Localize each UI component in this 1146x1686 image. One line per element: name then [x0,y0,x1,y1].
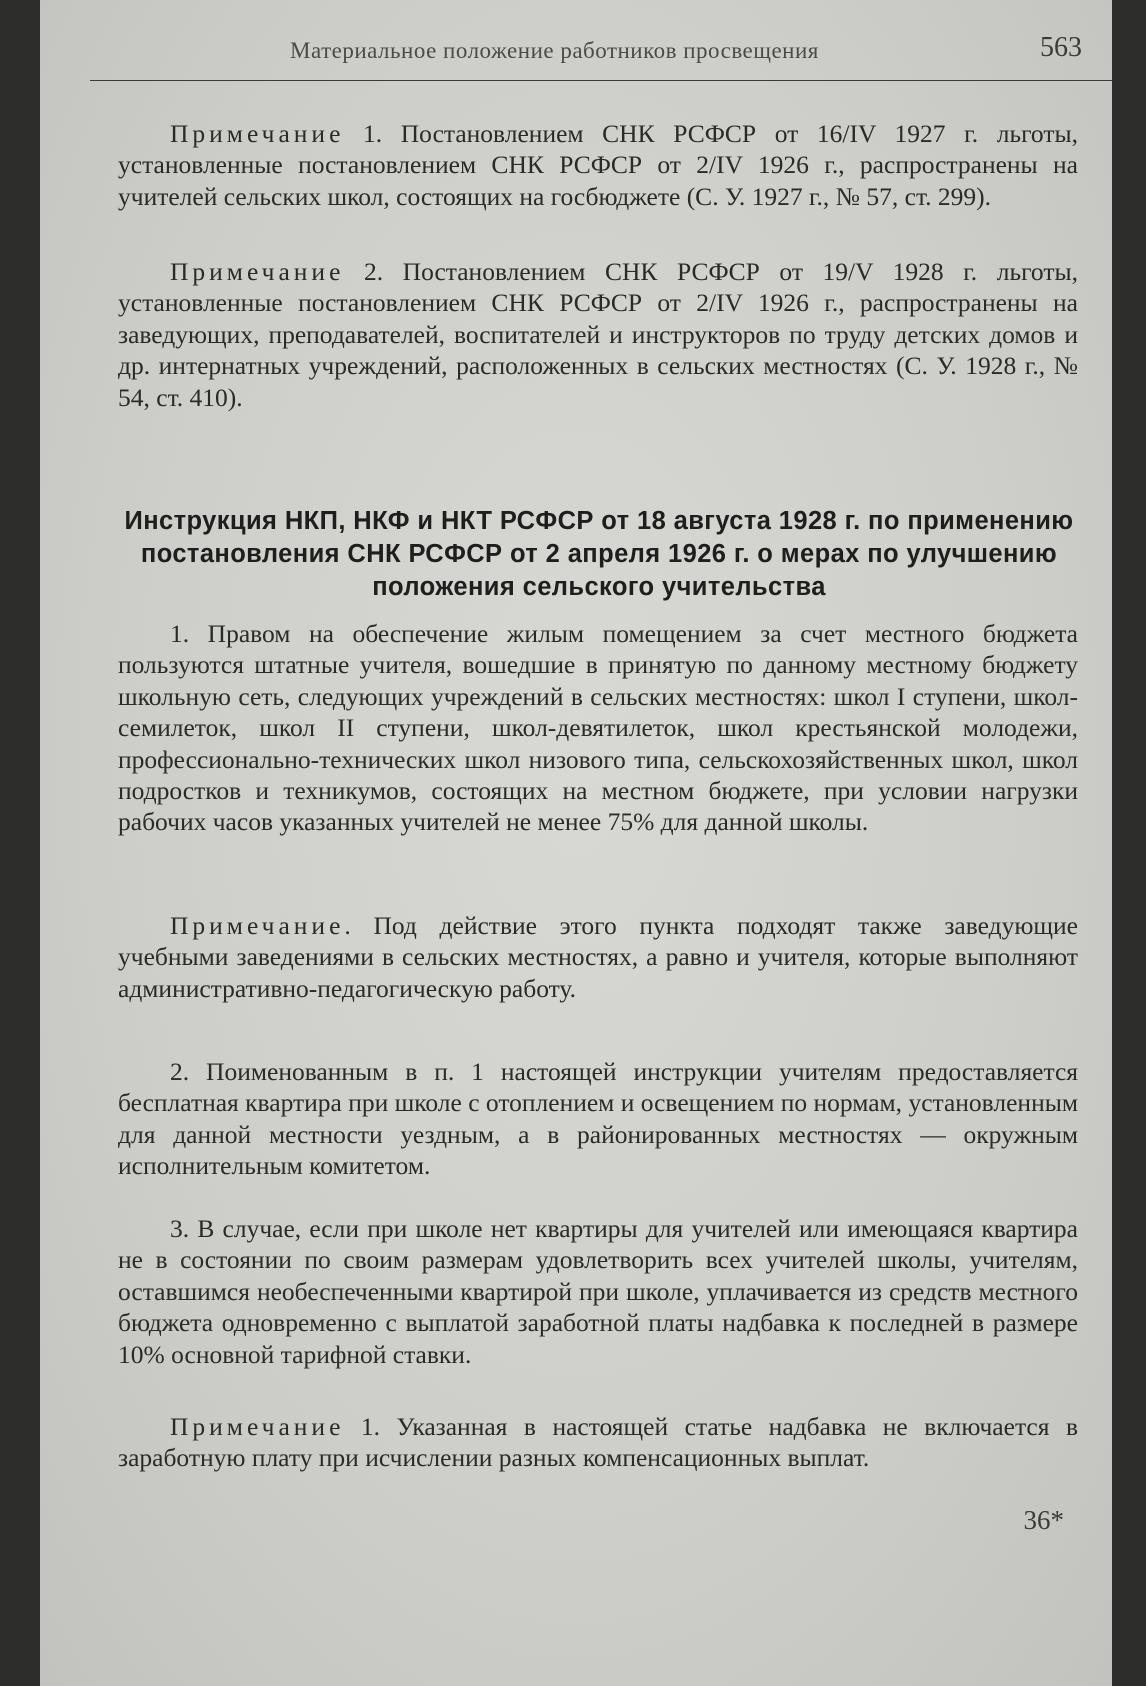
note-2-label: Примечание [170,257,345,286]
note-4-label: Примечание [170,1412,345,1441]
note-1-label: Примечание [170,119,345,148]
item-1 [118,618,1078,838]
note-2 [118,256,1078,413]
signature-mark: 36* [1023,1505,1064,1535]
item-2 [118,1056,1078,1182]
note-3-text: . Под действие этого пункта подходят также заведующие учебными заведениями в сельских местностях, а равно и учителя, которые выполняют административно-педагогическую работу. [118,911,1078,1003]
running-title: Материальное положение работников просвещения [290,38,819,63]
item-3 [118,1213,1078,1370]
note-3-label: Примечание [170,911,345,940]
note-1 [118,118,1078,212]
note-4 [118,1411,1078,1474]
page-header [90,30,1112,81]
note-2-text: 2. Постановлением СНК РСФСР от 19/V 1928 г. льготы, установленные постановлением СНК РСФСР от 2/IV 1926 г., распространены на заведующих, преподавателей, воспитателей и инструкторов по труду детских домов и др. интернатных учреждений, расположенных в сельских местностях (С. У. 1928 г., № 54, ст. 410). [118,257,1078,412]
item-1-text: 1. Правом на обеспечение жилым помещением за счет местного бюджета пользуются штатные учителя, вошедшие в принятую по данному местному бюджету школьную сеть, следующих учреждений в сельских местностях: школ I ступени, школ-семилеток, школ II ступени, школ-девятилеток, школ крестьянской молодежи, профессионально-технических школ низового типа, сельскохозяйственных школ, школ подростков и техникумов, состоящих на местном бюджете, при условии нагрузки рабочих часов указанных учителей не менее 75% для данной школы. [118,619,1078,837]
note-4-text: 1. Указанная в настоящей статье надбавка не включается в заработную плату при исчислении разных компенсационных выплат. [118,1412,1078,1473]
document-page [40,0,1112,1686]
item-3-text: 3. В случае, если при школе нет квартиры для учителей или имеющаяся квартира не в состоянии по своим размерам удовлетворить всех учителей школы, учителям, оставшимся необеспеченными квартирой при школе, уплачивается из средств местного бюджета одновременно с выплатой заработной платы надбавка к последней в размере 10% основной тарифной ставки. [118,1214,1078,1369]
note-3 [118,910,1078,1004]
page-number: 563 [1040,32,1082,63]
section-heading: Инструкция НКП, НКФ и НКТ РСФСР от 18 августа 1928 г. по применению постановления СНК РСФСР от 2 апреля 1926 г. о мерах по улучшению положения сельского учительства [124,507,1074,601]
note-1-text: 1. Постановлением СНК РСФСР от 16/IV 1927 г. льготы, установленные постановлением СНК РСФСР от 2/IV 1926 г., распространены на учителей сельских школ, состоящих на госбюджете (С. У. 1927 г., № 57, ст. 299). [118,119,1078,211]
item-2-text: 2. Поименованным в п. 1 настоящей инструкции учителям предоставляется бесплатная квартира при школе с отоплением и освещением по нормам, установленным для данной местности уездным, а в районированных местностях — окружным исполнительным комитетом. [118,1057,1078,1181]
